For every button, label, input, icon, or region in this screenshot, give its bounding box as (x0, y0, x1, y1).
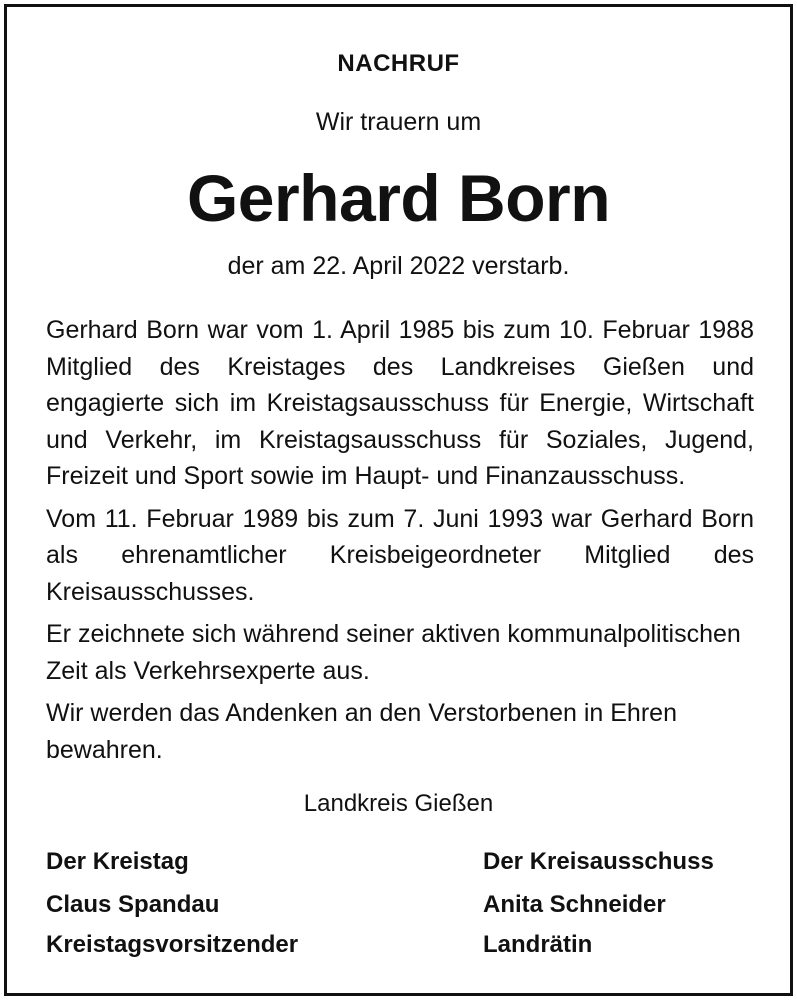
signatory-role: Kreistagsvorsitzender (46, 931, 299, 958)
signatory-role: Landrätin (483, 931, 593, 958)
notice-heading: NACHRUF (337, 50, 460, 77)
notice-body (46, 312, 754, 774)
signatory-person: Anita Schneider (483, 891, 666, 918)
paragraph-remembrance: Wir werden das Andenken an den Verstorbenen in Ehren bewahren. (46, 699, 677, 764)
signatory-kreistag (46, 842, 298, 965)
signatory-person: Claus Spandau (46, 891, 220, 918)
paragraph-kreisausschuss: Vom 11. Februar 1989 bis zum 7. Juni 1993 war Gerhard Born als ehrenamtlicher Kreisbeigeordneter Mitglied des Kreisausschusses. (46, 504, 754, 606)
signature-organization: Landkreis Gießen (303, 790, 494, 817)
paragraph-traffic-expert: Er zeichnete sich während seiner aktiven kommunalpolitischen Zeit als Verkehrsexperte aus. (46, 620, 741, 685)
deceased-name: Gerhard Born (186, 161, 611, 235)
signatory-body: Der Kreistag (46, 848, 189, 875)
date-of-death-line: der am 22. April 2022 verstarb. (227, 252, 570, 280)
signatory-body: Der Kreisausschuss (483, 848, 714, 875)
intro-line: Wir trauern um (315, 108, 482, 136)
signatory-kreisausschuss (483, 842, 714, 965)
paragraph-career: Gerhard Born war vom 1. April 1985 bis zum 10. Februar 1988 Mitglied des Kreistages des Landkreises Gießen und engagierte sich im Kreistagsausschuss für Energie, Wirtschaft und Verkehr, im Kreistagsausschuss für Soziales, Jugend, Freizeit und Sport sowie im Haupt- und Finanzausschuss. (46, 316, 754, 490)
